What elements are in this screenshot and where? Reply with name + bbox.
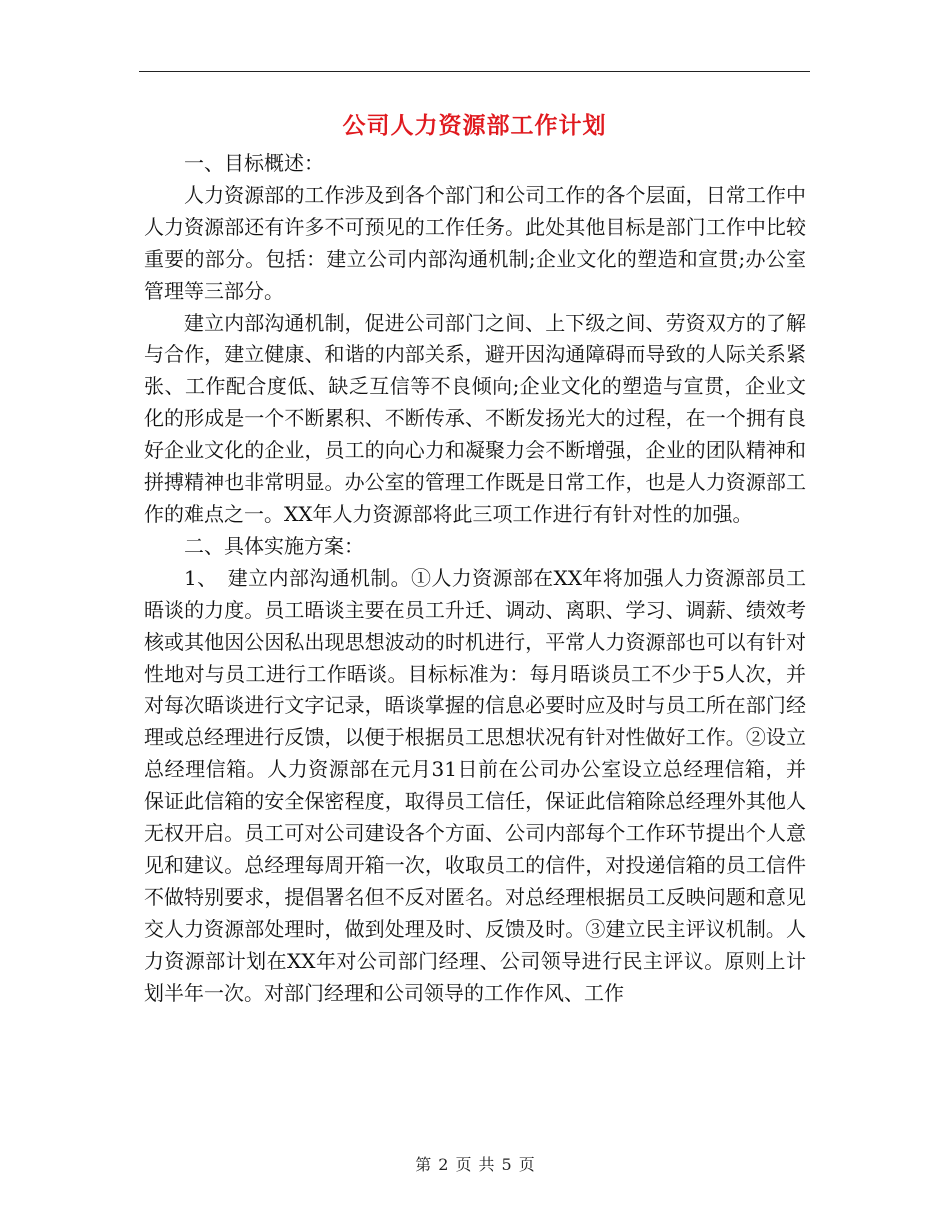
section-heading-goals: 一、目标概述： [184, 151, 324, 175]
document-body [144, 148, 806, 1009]
paragraph-scope: 人力资源部的工作涉及到各个部门和公司工作的各个层面，日常工作中人力资源部还有许多不可预见的工作任务。此处其他目标是部门工作中比较重要的部分。包括：建立公司内部沟通机制;企业文化的塑造和宣贯;办公室管理等三部分。 [144, 182, 806, 303]
footer-suffix: 页 [518, 1155, 535, 1174]
section-heading-plan: 二、具体实施方案： [184, 533, 364, 558]
paragraph-plan-item-1: 1、 建立内部沟通机制。①人力资源部在XX年将加强人力资源部员工晤谈的力度。员工晤谈主要在员工升迁、调动、离职、学习、调薪、绩效考核或其他因公因私出现思想波动的时机进行，平常人力资源部也可以有针对性地对与员工进行工作晤谈。目标标准为：每月晤谈员工不少于5人次，并对每次晤谈进行文字记录，晤谈掌握的信息必要时应及时与员工所在部门经理或总经理进行反馈，以便于根据员工思想状况有针对性做好工作。②设立总经理信箱。人力资源部在元月31日前在公司办公室设立总经理信箱，并保证此信箱的安全保密程度，取得员工信任，保证此信箱除总经理外其他人无权开启。员工可对公司建设各个方面、公司内部每个工作环节提出个人意见和建议。总经理每周开箱一次，收取员工的信件，对投递信箱的员工信件不做特别要求，提倡署名但不反对匿名。对总经理根据员工反映问题和意见交人力资源部处理时，做到处理及时、反馈及时。③建立民主评议机制。人力资源部计划在XX年对公司部门经理、公司领导进行民主评议。原则上计划半年一次。对部门经理和公司领导的工作作风、工作 [144, 565, 806, 1005]
document-title: 公司人力资源部工作计划 [342, 112, 607, 139]
footer-prefix: 第 [415, 1155, 432, 1174]
page-footer [0, 1153, 950, 1177]
footer-total-pages: 5 [501, 1155, 512, 1174]
paragraph-communication: 建立内部沟通机制，促进公司部门之间、上下级之间、劳资双方的了解与合作，建立健康、和谐的内部关系，避开因沟通障碍而导致的人际关系紧张、工作配合度低、缺乏互信等不良倾向;企业文化的塑造与宣贯，企业文化的形成是一个不断累积、不断传承、不断发扬光大的过程，在一个拥有良好企业文化的企业，员工的向心力和凝聚力会不断增强，企业的团队精神和拼搏精神也非常明显。办公室的管理工作既是日常工作，也是人力资源部工作的难点之一。XX年人力资源部将此三项工作进行有针对性的加强。 [144, 310, 806, 526]
footer-total-prefix: 共 [478, 1155, 495, 1174]
footer-current-page: 2 [438, 1155, 449, 1174]
header-rule [139, 71, 810, 72]
footer-page-word: 页 [455, 1155, 472, 1174]
